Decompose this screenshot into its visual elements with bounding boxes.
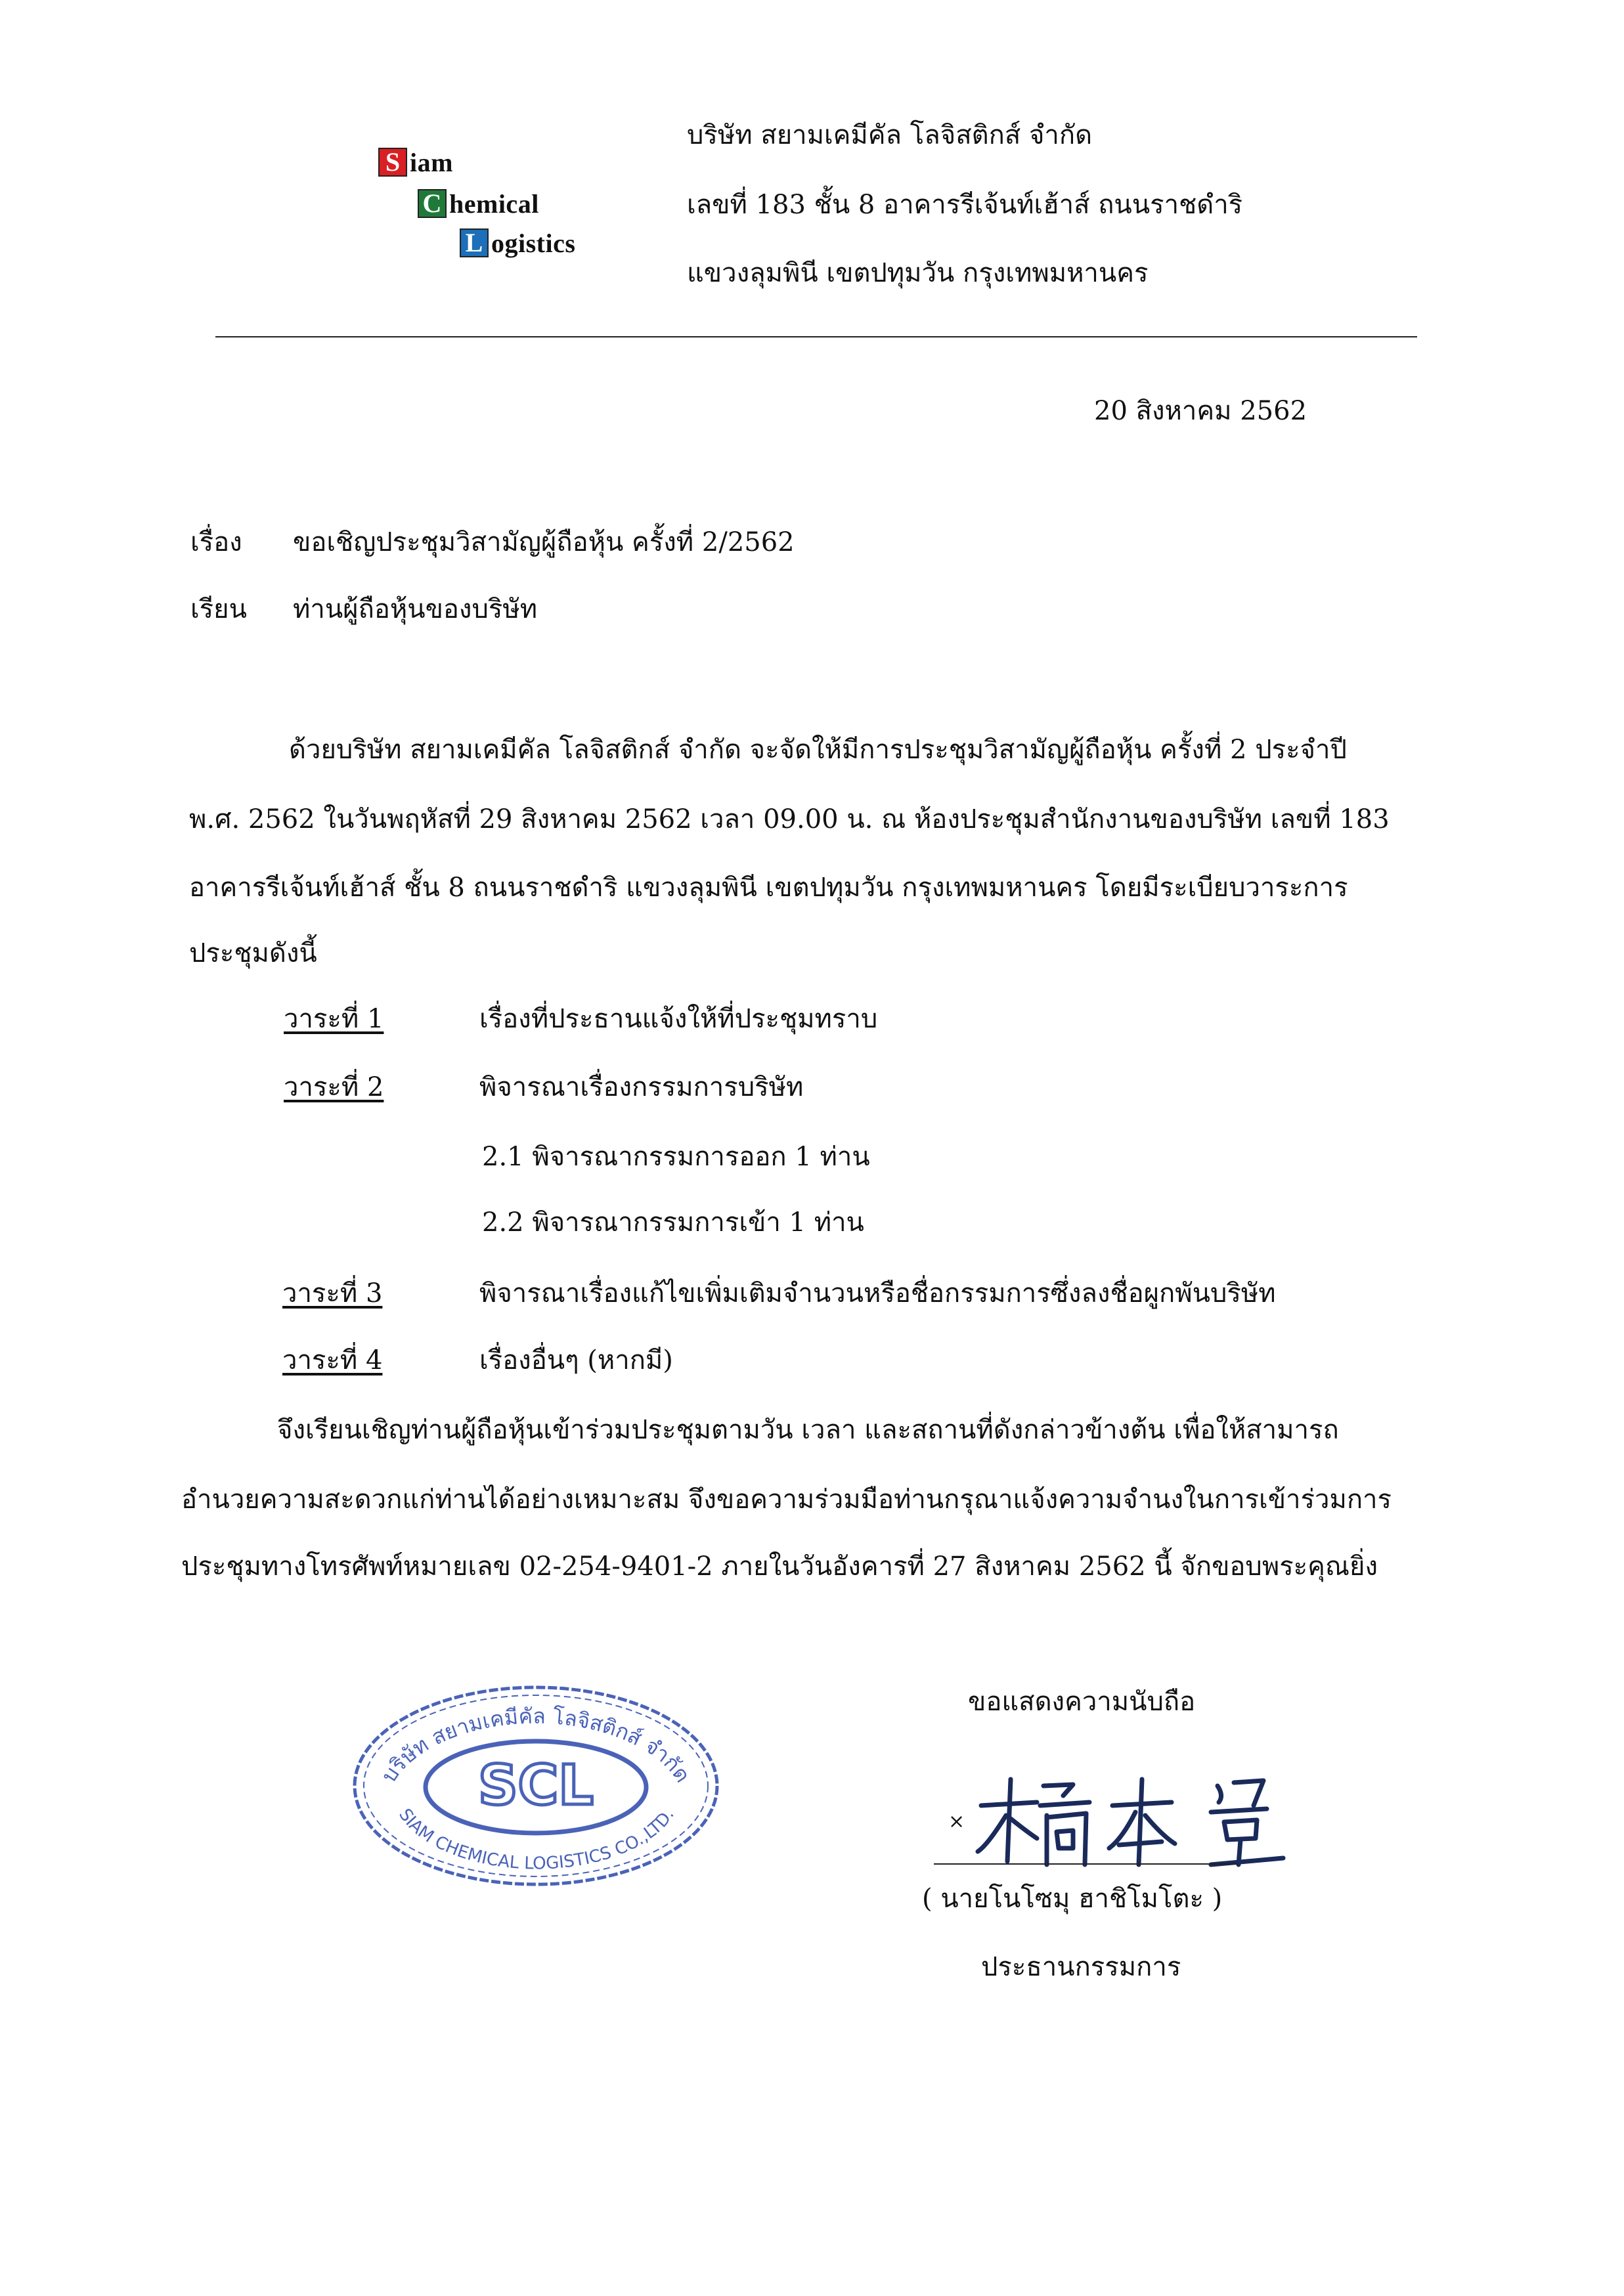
company-seal-stamp xyxy=(349,1682,722,1890)
signatory-position: ประธานกรรมการ xyxy=(981,1952,1181,1982)
to-text: ท่านผู้ถือหุ้นของบริษัท xyxy=(293,594,538,624)
logo-line-siam xyxy=(378,146,453,179)
letter-date: 20 สิงหาคม 2562 xyxy=(1094,396,1307,426)
company-address-line2: แขวงลุมพินี เขตปทุมวัน กรุงเทพมหานคร xyxy=(687,258,1149,288)
agenda-label: วาระที่ 2 xyxy=(284,1072,384,1102)
agenda-subitem: 2.1 พิจารณากรรมการออก 1 ท่าน xyxy=(482,1142,870,1172)
stamp-center-text: SCL xyxy=(478,1753,594,1817)
logo-line-logistics xyxy=(460,227,575,259)
company-address-line1: เลขที่ 183 ชั้น 8 อาคารรีเจ้นท์เฮ้าส์ ถนนราชดำริ xyxy=(687,190,1243,220)
paragraph-line: อาคารรีเจ้นท์เฮ้าส์ ชั้น 8 ถนนราชดำริ แขวงลุมพินี เขตปทุมวัน กรุงเทพมหานคร โดยมีระเบียบวาระการ xyxy=(189,873,1348,903)
paragraph-line: จึงเรียนเชิญท่านผู้ถือหุ้นเข้าร่วมประชุมตามวัน เวลา และสถานที่ดังกล่าวข้างต้น เพื่อให้สามารถ xyxy=(277,1415,1339,1445)
logo-initial-c: C xyxy=(418,189,447,218)
company-name: บริษัท สยามเคมีคัล โลจิสติกส์ จำกัด xyxy=(687,120,1093,150)
closing-text: ขอแสดงความนับถือ xyxy=(968,1687,1196,1717)
logo-line-chemical xyxy=(418,187,539,220)
agenda-item: เรื่องอื่นๆ (หากมี) xyxy=(479,1345,673,1375)
subject-label: เรื่อง xyxy=(190,527,242,557)
agenda-subitem: 2.2 พิจารณากรรมการเข้า 1 ท่าน xyxy=(482,1207,864,1238)
paragraph-line: พ.ศ. 2562 ในวันพฤหัสที่ 29 สิงหาคม 2562 เวลา 09.00 น. ณ ห้องประชุมสำนักงานของบริษัท เลขที่ 183 xyxy=(189,804,1390,834)
agenda-label: วาระที่ 1 xyxy=(284,1004,384,1034)
stamp-top-text: บริษัท สยามเคมีคัล โลจิสติกส์ จำกัด xyxy=(376,1703,696,1787)
signatory-name: ( นายโนโซมุ ฮาชิโมโตะ ) xyxy=(922,1884,1223,1914)
paragraph-line: ประชุมทางโทรศัพท์หมายเลข 02-254-9401-2 ภายในวันอังคารที่ 27 สิงหาคม 2562 นี้ จักขอบพระคุณยิ่ง xyxy=(181,1551,1378,1582)
signature-line xyxy=(934,1863,1238,1865)
logo-text-iam: iam xyxy=(410,147,453,177)
header-divider xyxy=(215,336,1417,337)
agenda-label: วาระที่ 3 xyxy=(282,1278,383,1309)
stamp-bottom-text: SIAM CHEMICAL LOGISTICS CO.,LTD. xyxy=(395,1805,678,1874)
to-label: เรียน xyxy=(190,594,247,624)
agenda-item: พิจารณาเรื่องกรรมการบริษัท xyxy=(479,1072,804,1102)
logo-text-hemical: hemical xyxy=(449,188,539,219)
paragraph-line: ด้วยบริษัท สยามเคมีคัล โลจิสติกส์ จำกัด จะจัดให้มีการประชุมวิสามัญผู้ถือหุ้น ครั้งที่ 2 ประจำปี xyxy=(289,735,1347,765)
logo-initial-l: L xyxy=(460,228,489,257)
agenda-item: เรื่องที่ประธานแจ้งให้ที่ประชุมทราบ xyxy=(479,1004,878,1034)
subject-text: ขอเชิญประชุมวิสามัญผู้ถือหุ้น ครั้งที่ 2/2562 xyxy=(293,527,795,557)
logo-initial-s: S xyxy=(378,148,407,177)
paragraph-line: อำนวยความสะดวกแก่ท่านได้อย่างเหมาะสม จึงขอความร่วมมือท่านกรุณาแจ้งความจำนงในการเข้าร่วมการ xyxy=(181,1484,1392,1515)
agenda-label: วาระที่ 4 xyxy=(282,1345,383,1375)
agenda-item: พิจารณาเรื่องแก้ไขเพิ่มเติมจำนวนหรือชื่อกรรมการซึ่งลงชื่อผูกพันบริษัท xyxy=(479,1278,1276,1309)
signature-mark: × xyxy=(948,1810,965,1833)
paragraph-line: ประชุมดังนี้ xyxy=(189,938,317,968)
logo-text-ogistics: ogistics xyxy=(491,228,576,258)
